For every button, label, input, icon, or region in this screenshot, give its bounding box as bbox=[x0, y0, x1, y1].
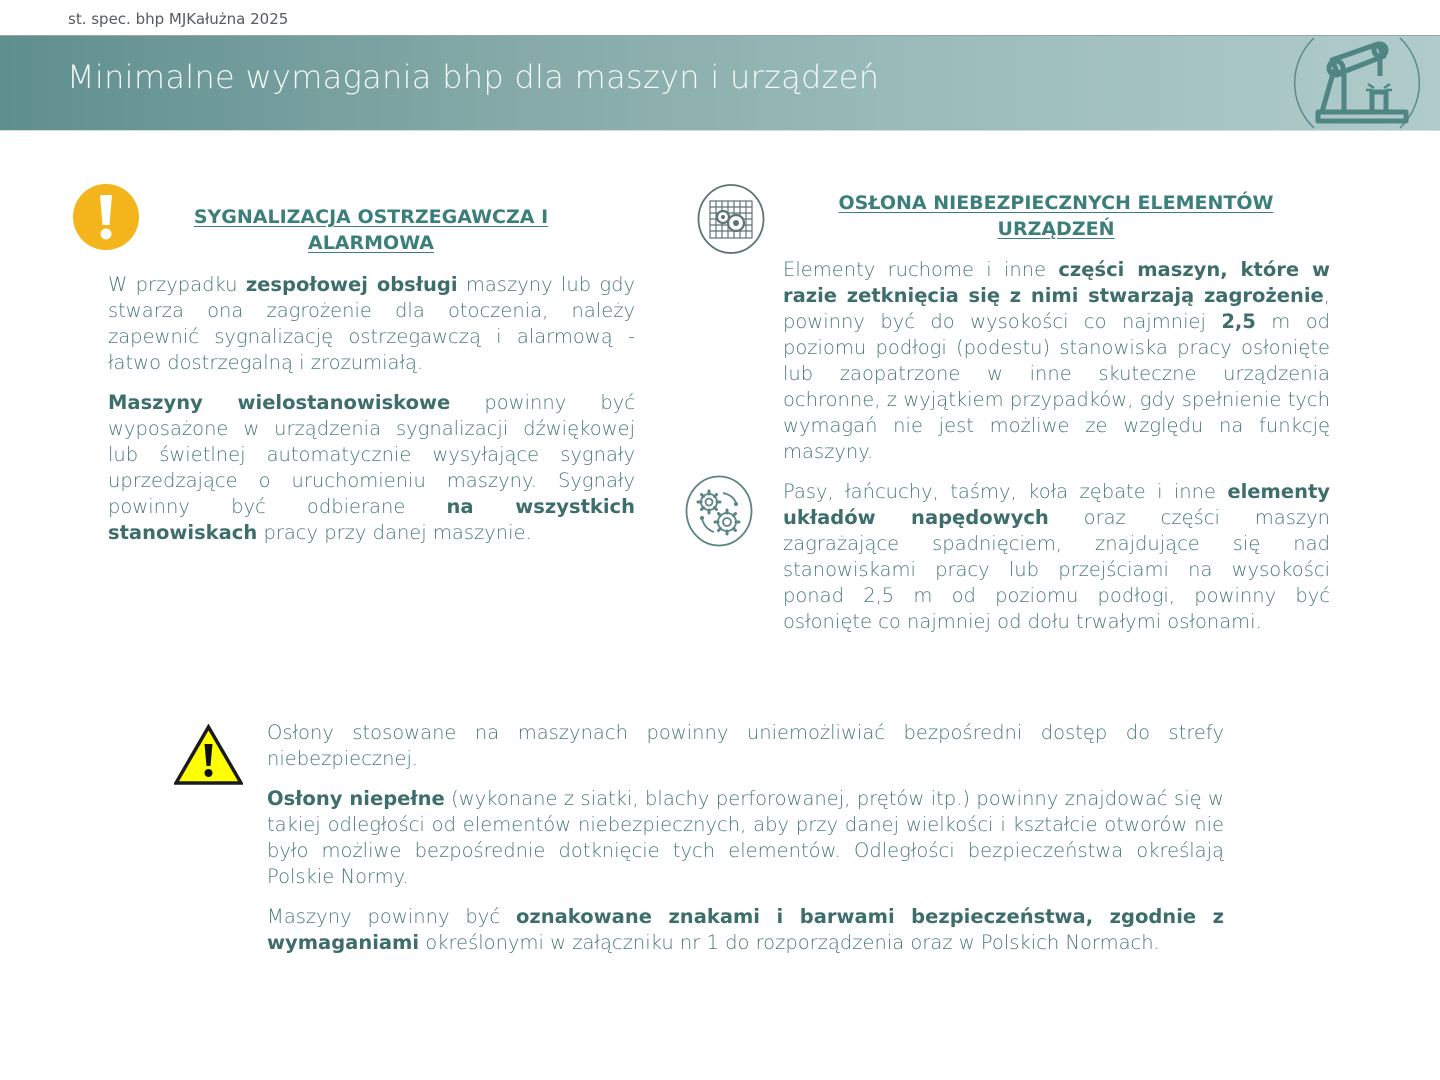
body-text: Osłony stosowane na maszynach powinny uniemożliwiać bezpośredni dostęp do strefy niebezpiecznej. bbox=[267, 721, 1224, 770]
body-text: Maszyny powinny być bbox=[267, 905, 517, 928]
right-body bbox=[783, 257, 1330, 649]
page-title: Minimalne wymagania bhp dla maszyn i urządzeń bbox=[67, 58, 880, 96]
body-text: pracy przy danej maszynie. bbox=[257, 521, 532, 544]
body-text: Elementy ruchome i inne bbox=[783, 258, 1059, 281]
emphasis-text: elementy układów napędowych bbox=[783, 480, 1330, 529]
warning-triangle-icon bbox=[174, 724, 243, 786]
left-body bbox=[108, 272, 635, 560]
title-banner bbox=[0, 35, 1440, 131]
paragraph bbox=[108, 272, 635, 376]
exclamation-circle-icon bbox=[72, 183, 140, 251]
robotic-arm-icon bbox=[1292, 30, 1422, 136]
author-note: st. spec. bhp MJKałużna 2025 bbox=[68, 10, 289, 28]
emphasis-text: na wszystkich stanowiskach bbox=[108, 495, 635, 544]
body-text: , powinny być do wysokości co najmniej bbox=[783, 284, 1330, 333]
paragraph bbox=[108, 390, 635, 546]
gears-rotation-icon bbox=[685, 475, 753, 547]
body-text: określonymi w załączniku nr 1 do rozporządzenia oraz w Polskich Normach. bbox=[419, 931, 1160, 954]
emphasis-text: oznakowane znakami i barwami bezpieczeństwa, zgodnie z wymaganiami bbox=[267, 905, 1224, 954]
body-text: Pasy, łańcuchy, taśmy, koła zębate i inne bbox=[783, 480, 1228, 503]
body-text: W przypadku bbox=[108, 273, 246, 296]
paragraph bbox=[267, 720, 1224, 772]
bottom-body bbox=[267, 720, 1224, 970]
emphasis-text: Maszyny wielostanowiskowe bbox=[108, 391, 451, 414]
heading-line: URZĄDZEŃ bbox=[997, 218, 1115, 240]
paragraph bbox=[783, 479, 1330, 635]
paragraph bbox=[267, 786, 1224, 890]
paragraph bbox=[783, 257, 1330, 465]
gears-behind-grid-icon bbox=[697, 184, 765, 254]
emphasis-text: części maszyn, które w razie zetknięcia się z nimi stwarzają zagrożenie bbox=[783, 258, 1330, 307]
emphasis-text: Osłony niepełne bbox=[267, 787, 445, 810]
paragraph bbox=[267, 904, 1224, 956]
body-text: powinny być wyposażone w urządzenia sygnalizacji dźwiękowej lub świetlnej automatycznie wysyłające sygnały uprzedzające o uruchomieniu maszyny. Sygnały powinny być odbierane bbox=[108, 391, 636, 518]
emphasis-text: zespołowej obsługi bbox=[245, 273, 458, 296]
body-text: m od poziomu podłogi (podestu) stanowiska pracy osłonięte lub zaopatrzone w inne skuteczne urządzenia ochronne, z wyjątkiem przypadków, gdy spełnienie tych wymagań nie jest możliwe ze względu na funkcję maszyny. bbox=[783, 310, 1331, 463]
left-heading bbox=[150, 204, 592, 256]
heading-line: SYGNALIZACJA OSTRZEGAWCZA I bbox=[193, 206, 549, 228]
body-text: (wykonane z siatki, blachy perforowanej, prętów itp.) powinny znajdować się w takiej odległości od elementów niebezpiecznych, aby przy danej wielkości i kształcie otworów nie było możliwe bezpośrednie dotknięcie tych elementów. Odległości bezpieczeństwa określają Polskie Normy. bbox=[267, 787, 1224, 888]
body-text: maszyny lub gdy stwarza ona zagrożenie dla otoczenia, należy zapewnić sygnalizację ostrzegawczą i alarmową - łatwo dostrzegalną i zrozumiałą. bbox=[108, 273, 636, 374]
right-heading bbox=[790, 190, 1322, 242]
heading-line: ALARMOWA bbox=[307, 232, 434, 254]
heading-line: OSŁONA NIEBEZPIECZNYCH ELEMENTÓW bbox=[838, 192, 1274, 214]
emphasis-text: 2,5 bbox=[1221, 310, 1256, 333]
body-text: oraz części maszyn zagrażające spadnięciem, znajdujące się nad stanowiskami pracy lub przejściami na wysokości ponad 2,5 m od poziomu podłogi, powinny być osłonięte co najmniej od dołu trwałymi osłonami. bbox=[783, 506, 1330, 633]
